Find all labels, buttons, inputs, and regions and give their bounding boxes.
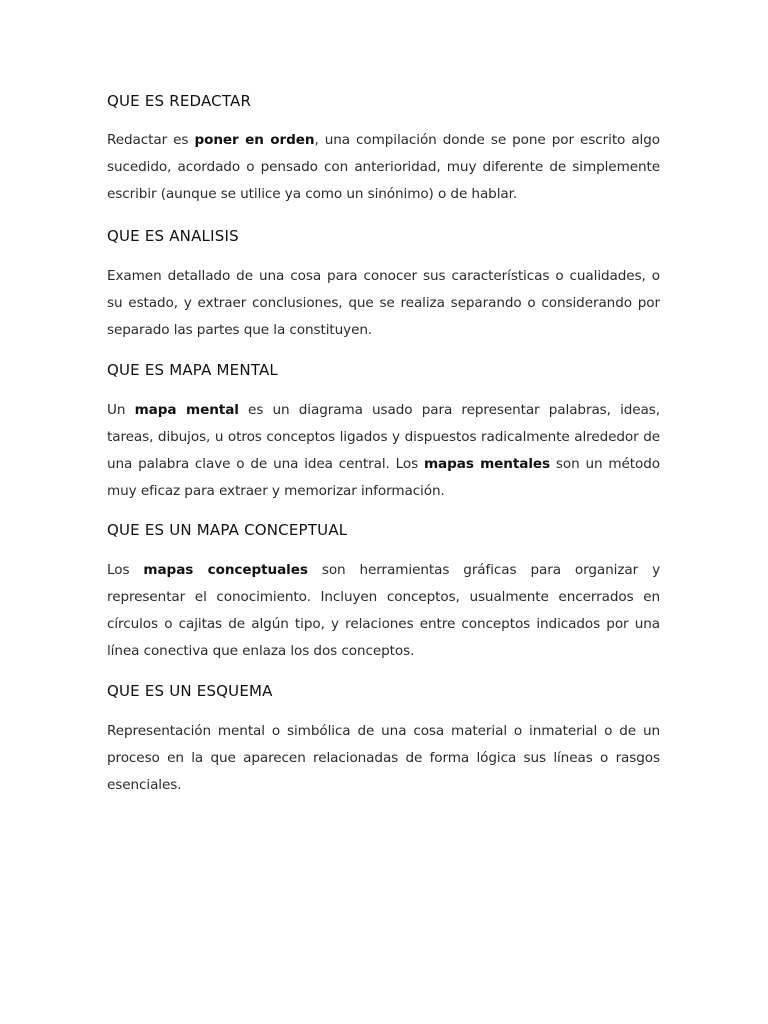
paragraph-text: Redactar es xyxy=(107,132,195,148)
section-paragraph xyxy=(107,263,660,344)
paragraph-text: son un método muy eficaz para extraer y memorizar información. xyxy=(107,456,660,499)
bold-term: poner en orden xyxy=(194,132,315,148)
section-heading: QUE ES MAPA MENTAL xyxy=(107,361,278,379)
paragraph-text: Examen detallado de una cosa para conocer sus características o cualidades, o su estado, y extraer conclusiones, que se realiza separando o considerando por separado las partes que la constituyen. xyxy=(107,268,660,338)
section-paragraph xyxy=(107,557,660,665)
bold-term: mapas mentales xyxy=(423,456,551,472)
section-paragraph xyxy=(107,127,660,208)
section-heading: QUE ES UN MAPA CONCEPTUAL xyxy=(107,521,348,539)
section-paragraph xyxy=(107,397,660,505)
bold-term: mapas conceptuales xyxy=(143,562,308,578)
bold-term: mapa mental xyxy=(134,402,239,418)
section-redactar xyxy=(107,88,660,208)
section-analisis xyxy=(107,223,660,344)
section-paragraph xyxy=(107,718,660,799)
section-mapa-mental xyxy=(107,357,660,505)
paragraph-text: Los xyxy=(107,562,144,578)
paragraph-text: Representación mental o simbólica de una cosa material o inmaterial o de un proceso en la que aparecen relacionadas de forma lógica sus líneas o rasgos esenciales. xyxy=(107,723,660,793)
paragraph-text: son herramientas gráficas para organizar y representar el conocimiento. Incluyen conceptos, usualmente encerrados en círculos o cajitas de algún tipo, y relaciones entre conceptos indicados por una línea conectiva que enlaza los dos conceptos. xyxy=(107,562,661,659)
section-heading: QUE ES REDACTAR xyxy=(107,92,252,110)
section-heading: QUE ES ANALISIS xyxy=(107,227,239,245)
section-mapa-conceptual xyxy=(107,517,660,665)
paragraph-text: Un xyxy=(107,402,135,418)
document-page xyxy=(107,88,660,799)
paragraph-text: , una compilación donde se pone por escrito algo sucedido, acordado o pensado con anterioridad, muy diferente de simplemente escribir (aunque se utilice ya como un sinónimo) o de hablar. xyxy=(107,132,660,202)
section-esquema xyxy=(107,678,660,799)
paragraph-text: es un diagrama usado para representar palabras, ideas, tareas, dibujos, u otros conceptos ligados y dispuestos radicalmente alrededor de una palabra clave o de una idea central. Los xyxy=(107,402,660,472)
section-heading: QUE ES UN ESQUEMA xyxy=(107,682,273,700)
